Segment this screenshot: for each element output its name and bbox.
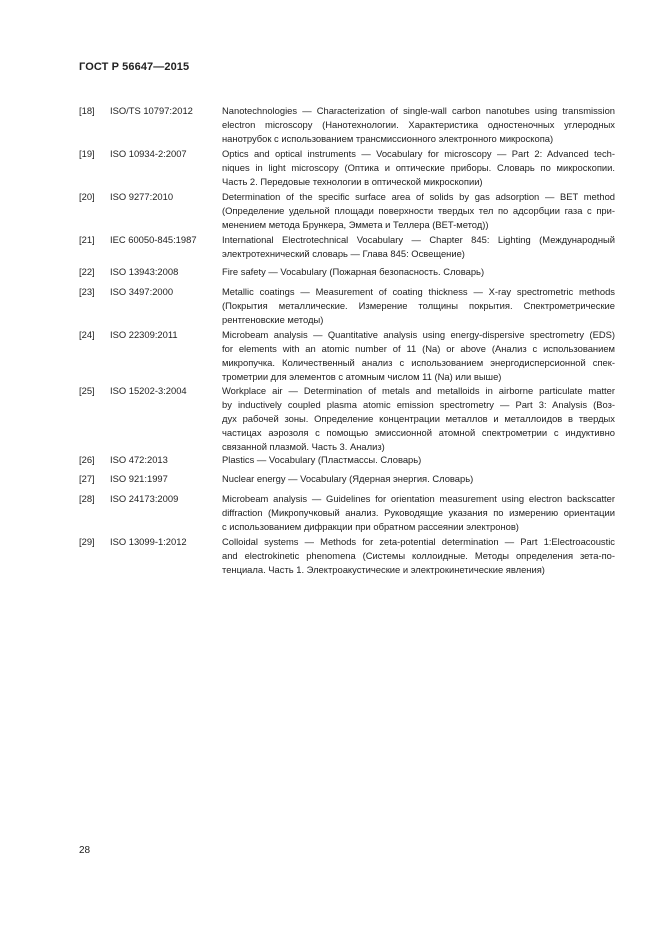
description-line: электротехнический словарь — Глава 845: Освещение) <box>222 248 465 260</box>
description-line: Nanotechnologies — Characterization of single-wall carbon nanotubes using transmission <box>222 105 615 116</box>
description-line: рентгеновские методы) <box>222 314 324 326</box>
description-line: (Определение удельной площади поверхности твердых тел по адсорбции газа с при- <box>222 205 615 217</box>
standard-code: ISO 9277:2010 <box>110 191 174 202</box>
description-line: Fire safety — Vocabulary (Пожарная безопасность. Словарь) <box>222 266 485 277</box>
description-line: связанной плазмой. Часть 3. Анализ) <box>222 441 385 453</box>
reference-description <box>222 104 615 146</box>
reference-number: [22] <box>79 266 95 277</box>
description-line: частицах аэрозоля с помощью эмиссионной атомной спектрометрии с индуктивно <box>222 427 615 439</box>
description-line: niques in light microscopy (Оптика и оптические приборы. Словарь по микроскопии. <box>222 162 615 174</box>
description-line: микропучка. Количественный анализ с использованием энергодисперсионной спек- <box>222 357 615 369</box>
description-line: Microbeam analysis — Guidelines for orientation measurement using electron backscatter <box>222 493 615 504</box>
page-number: 28 <box>79 845 91 856</box>
description-line: Microbeam analysis — Quantitative analysis using energy-dispersive spectrometry (EDS) <box>222 329 615 340</box>
reference-description <box>222 190 615 232</box>
description-line: менением метода Брункера, Эммета и Теллера (BET-метод)) <box>222 219 489 231</box>
description-line: Optics and optical instruments — Vocabulary for microscopy — Part 2: Advanced tech- <box>222 148 615 159</box>
reference-description <box>222 285 615 327</box>
description-line: diffraction (Микропучковый анализ. Руководящие указания по измерению ориентации <box>222 507 615 519</box>
reference-description <box>222 472 615 486</box>
description-line: Workplace air — Determination of metals and metalloids in airborne particulate matter <box>222 385 615 396</box>
standard-code: ISO 15202-3:2004 <box>110 385 187 396</box>
description-line: (Покрытия металлические. Измерение толщины покрытия. Спектрометрические <box>222 300 615 312</box>
reference-description <box>222 453 615 467</box>
description-line: for elements with an atomic number of 11 (Na) or above (Анализ с использованием <box>222 343 615 355</box>
standard-code: ISO 10934-2:2007 <box>110 148 187 159</box>
description-line: and electrokinetic phenomena (Системы коллоидные. Методы определения зета-по- <box>222 550 615 562</box>
description-line: тенциала. Часть 1. Электроакустические и электрокинетические явления) <box>222 564 545 576</box>
standard-code: ISO 472:2013 <box>110 454 168 465</box>
description-line: трометрии для элементов с атомным числом 11 (Na) или выше) <box>222 371 502 383</box>
standard-code: ISO 13943:2008 <box>110 266 179 277</box>
description-line: Determination of the specific surface area of solids by gas adsorption — BET method <box>222 191 615 202</box>
description-line: by inductively coupled plasma atomic emission spectrometry — Part 3: Analysis (Воз- <box>222 399 615 411</box>
reference-description <box>222 535 615 577</box>
reference-number: [25] <box>79 385 95 396</box>
description-line: нанотрубок с использованием трансмиссионного электронного микроскопа) <box>222 133 554 145</box>
reference-number: [24] <box>79 329 95 340</box>
reference-number: [21] <box>79 234 95 245</box>
document-header: ГОСТ Р 56647—2015 <box>79 61 190 73</box>
description-line: Nuclear energy — Vocabulary (Ядерная энергия. Словарь) <box>222 473 474 484</box>
description-line: Часть 2. Передовые технологии в оптической микроскопии) <box>222 176 483 188</box>
description-line: electron microscopy (Нанотехнологии. Характеристика одностеночных углеродных <box>222 119 615 131</box>
description-line: дух рабочей зоны. Определение концентрации металлов и металлоидов в твердых <box>222 413 615 425</box>
description-line: Plastics — Vocabulary (Пластмассы. Словарь) <box>222 454 422 465</box>
description-line: International Electrotechnical Vocabulary — Chapter 845: Lighting (Международный <box>222 234 615 245</box>
reference-number: [29] <box>79 536 95 547</box>
reference-description <box>222 384 615 454</box>
reference-description <box>222 265 615 279</box>
standard-code: ISO 24173:2009 <box>110 493 179 504</box>
reference-description <box>222 233 615 261</box>
reference-number: [23] <box>79 286 95 297</box>
description-line: Colloidal systems — Methods for zeta-potential determination — Part 1:Electroacoustic <box>222 536 615 547</box>
standard-code: ISO 3497:2000 <box>110 286 174 297</box>
reference-number: [20] <box>79 191 95 202</box>
standard-code: IEC 60050-845:1987 <box>110 234 197 245</box>
reference-number: [26] <box>79 454 95 465</box>
standard-code: ISO 921:1997 <box>110 473 168 484</box>
description-line: Metallic coatings — Measurement of coating thickness — X-ray spectrometric methods <box>222 286 615 297</box>
reference-number: [27] <box>79 473 95 484</box>
reference-description <box>222 492 615 534</box>
reference-number: [19] <box>79 148 95 159</box>
reference-description <box>222 147 615 189</box>
description-line: с использованием дифракции при обратном рассеянии электронов) <box>222 521 519 533</box>
reference-number: [28] <box>79 493 95 504</box>
standard-code: ISO/TS 10797:2012 <box>110 105 193 116</box>
standard-code: ISO 22309:2011 <box>110 329 178 340</box>
reference-number: [18] <box>79 105 95 116</box>
reference-description <box>222 328 615 384</box>
standard-code: ISO 13099-1:2012 <box>110 536 187 547</box>
